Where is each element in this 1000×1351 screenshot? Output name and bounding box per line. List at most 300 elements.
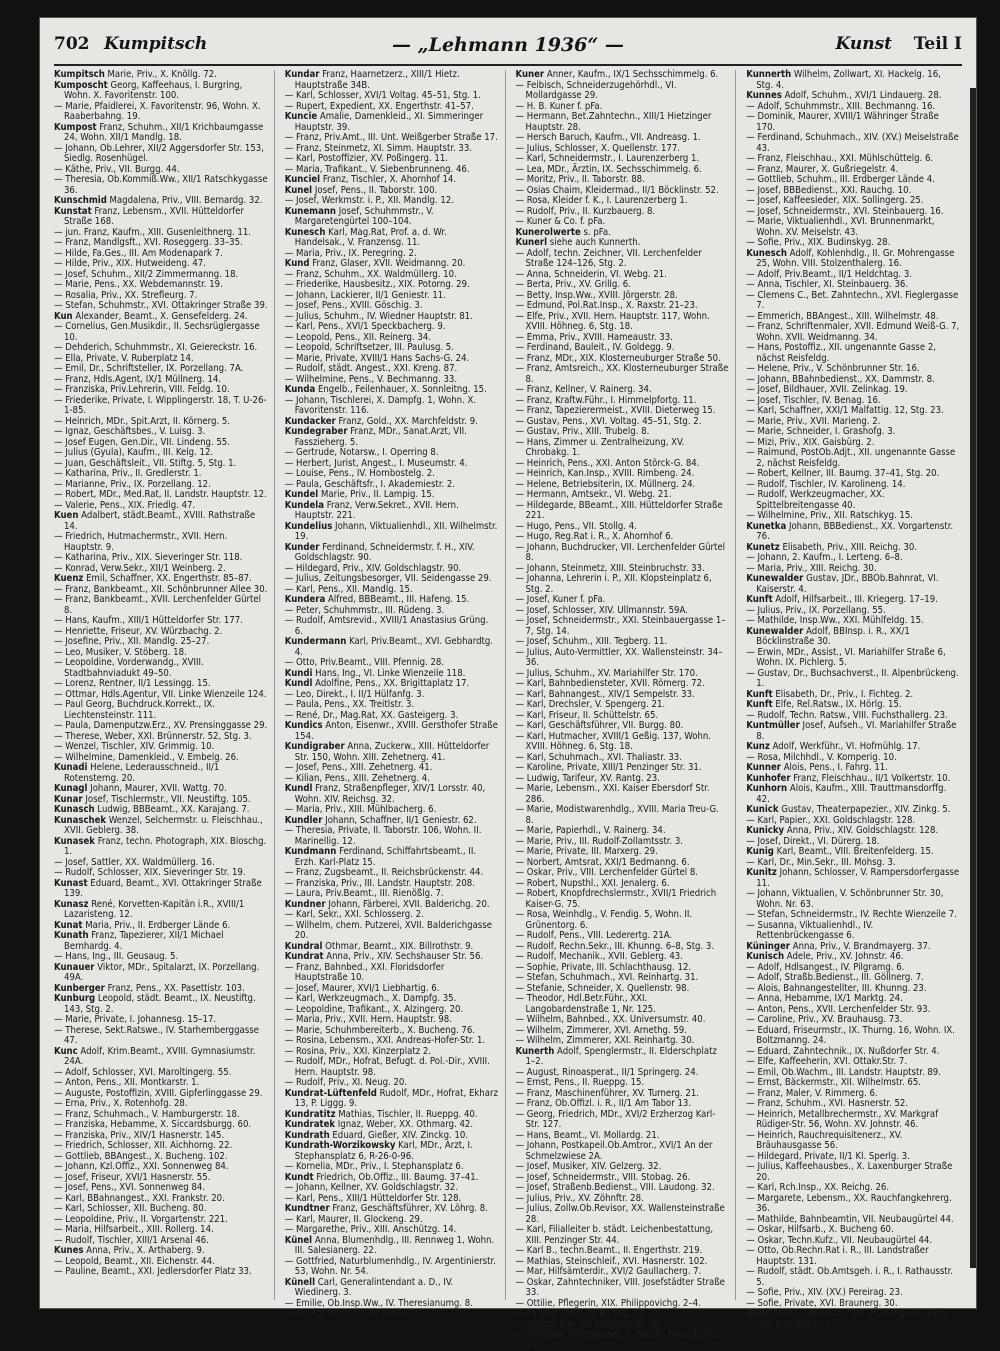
directory-entry xyxy=(285,1309,499,1320)
entry-details: Franz, Straßenpfleger, XIV/1 Lorsstr. 40, Wohn. XIV. Reichsg. 32. xyxy=(294,783,486,805)
entry-details: — Julius, Schlosser, X. Quellenstr. 177. xyxy=(515,142,681,154)
entry-details: — Eduard, Zahntechnik., IX. Nußdorfer Str. 4. xyxy=(746,1045,940,1057)
entry-details: Rudolf, MDr., Hofrat, Ekharz 13, P. Liggg. 9. xyxy=(294,1087,498,1109)
entry-details: — Edmund, Pol.Rat.Insp., X. Raxstr. 21–23. xyxy=(515,300,698,311)
entry-details: — Johann, Postkapeil.Ob.Amtror., XVI/1 An der Schmelzwiese 2A. xyxy=(515,1140,713,1162)
directory-entry xyxy=(285,1257,499,1278)
entry-details: — Karl, BBahnangest., XXI. Frankstr. 20. xyxy=(54,1192,225,1204)
entry-details: Georg, Kaffeehaus, I. Burgring, Wohn. X. Favoritenstr. 100. xyxy=(64,79,243,101)
entry-details: — Hermann, Amtsekr., VI. Webg. 21. xyxy=(515,489,672,500)
entry-details: — Hilde, Fa.Ges., III. Am Modenapark 7. xyxy=(54,247,223,259)
entry-surname: Kund xyxy=(284,258,310,269)
entry-details: — Clemens C., Bet. Zahntechn., XVI. Fieglergasse 7. xyxy=(746,289,959,311)
entry-details: — Kilian, Pens., XIII. Zehetnerg. 4. xyxy=(284,772,430,784)
entry-details: — Heinrich, Pens., XXI. Anton Störck-G. 84. xyxy=(515,457,700,469)
entry-details: Wilhelm, Zollwart, XI. Hackelg. 16, Stg. 4. xyxy=(756,69,941,91)
entry-details: — Franz, Kellner, V. Rainerg. 34. xyxy=(515,384,652,395)
entry-details: — Otto, Ob.Rechn.Rat i. R., III. Landstraßer Hauptstr. 131. xyxy=(746,1245,929,1267)
entry-details: — Ella, Private, V. Ruberplatz 14. xyxy=(54,352,194,364)
entry-details: Johann, Maurer, XVII. Wattg. 70. xyxy=(90,783,227,794)
directory-entry xyxy=(746,784,960,805)
entry-details: — Josef, Bildhauer, XVII. Zelinkag. 19. xyxy=(746,384,908,395)
directory-entry xyxy=(54,144,268,165)
entry-details: Adolf, Krim.Beamt., XVIII. Gymnasiumstr. 24A. xyxy=(64,1045,256,1067)
entry-details: — Karl, Schlosser, XII. Bucheng. 80. xyxy=(54,1203,207,1214)
directory-entry xyxy=(285,742,499,763)
entry-details: — Stefan, Schuhmstr., XVI. Ottakringer Straße 39. xyxy=(54,300,268,311)
entry-details: — Friedrich, Schlosser, XII. Aichhorng. 22. xyxy=(54,1140,233,1151)
entry-details: — Franz, Maschinenführer, XV. Turnerg. 21. xyxy=(515,1087,699,1099)
entry-details: Adolf, Kohlenhdlg., II. Gr. Mohrengasse 25, Wohn. VIII. Stolzenthalerg. 16. xyxy=(756,247,955,269)
directory-entry xyxy=(285,826,499,847)
directory-entry xyxy=(516,784,730,805)
directory-entry xyxy=(285,427,499,448)
entry-surname: Kunast xyxy=(54,877,88,889)
entry-surname: Kunel xyxy=(284,184,313,196)
entry-details: — Erwin, MDr., Assist., VI. Mariahilfer Straße 6, Wohn. IX. Pichlerg. 5. xyxy=(746,646,946,668)
entry-details: — Margarete, Lebensm., XX. Rauchfangkehrerg. 36. xyxy=(746,1192,952,1214)
entry-surname: Kunewalder xyxy=(746,625,804,637)
entry-details: Franz, Verw.Sekret., XVII. Hern. Hauptstr. 221. xyxy=(294,499,459,521)
entry-details: — Hildegard, Private, II/1 Kl. Sperlg. 3. xyxy=(746,1150,910,1162)
entry-details: — Karl, Pens., XII. Mandlg. 15. xyxy=(284,583,413,595)
entry-details: — Paula, Damenputzw.Erz., XV. Prensinggasse 29. xyxy=(54,720,268,731)
directory-entry xyxy=(516,501,730,522)
entry-surname: Kundar xyxy=(284,69,320,80)
entry-details: — Karl, Maurer, II. Glockeng. 29. xyxy=(284,1213,423,1225)
directory-entry xyxy=(54,396,268,417)
entry-details: — Rosina, Lebensm., XXI. Andreas-Hofer-Str. 1. xyxy=(284,1035,486,1046)
entry-details: — Leopoldine, Priv., II. Vorgartenstr. 221. xyxy=(54,1213,228,1225)
entry-details: — Auguste, Postoffizin, XVIII. Gipferlinggasse 29. xyxy=(54,1087,263,1099)
entry-details: — Oskar, Zahntechniker, VIII. Josefstädter Straße 33. xyxy=(515,1276,725,1298)
entry-details: Marie, Lebensm., XVI. Hutteng. 47, Wohn. XVI. Enenkelstr. 5. xyxy=(756,1308,954,1330)
header-part: Teil I xyxy=(913,34,962,54)
entry-details: — Maria, Priv., IX. Peregring. 2. xyxy=(284,247,417,259)
entry-surname: Kuntmüller xyxy=(746,720,800,731)
directory-entry xyxy=(516,732,730,753)
entry-surname: Kundrat xyxy=(284,951,324,962)
entry-details: — Lea, MDr., Ärztin, IX. Sechsschimmelg. 6. xyxy=(515,163,702,175)
entry-details: — Adolf, Straßb.Bedienst., III. Göllnerg. 7. xyxy=(746,972,924,983)
directory-entry xyxy=(54,1047,268,1068)
entry-details: — Anna, Schneiderin, VI. Webg. 21. xyxy=(515,268,667,280)
column-3 xyxy=(515,69,737,1351)
entry-details: — Betty, Insp.Ww., XVIII. Jörgerstr. 28. xyxy=(515,289,678,301)
entry-surname: Kunesch xyxy=(284,226,326,238)
entry-details: — Gottfried, Naturblumenhdlg., IV. Argentinierstr. 53, Wohn. Nr. 54. xyxy=(284,1255,496,1277)
entry-details: — Emilie, Ob.Insp.Ww., IV. Theresianumg. 8. xyxy=(284,1297,473,1309)
entry-surname: Kundela xyxy=(284,499,324,511)
directory-entry xyxy=(54,322,268,343)
entry-surname: Kunasek xyxy=(54,835,95,847)
directory-entry xyxy=(746,217,960,238)
entry-details: — Karl, Friseur, II. Schüttelstr. 65. xyxy=(515,709,659,721)
entry-details: — Julius, Priv., IX. Porzellang. 55. xyxy=(746,604,886,616)
entry-details: — Emil, Dr., Schriftsteller, IX. Porzellang. 7A. xyxy=(54,363,244,374)
entry-details: — Karl, Drechsler, V. Spengerg. 21. xyxy=(515,699,666,710)
entry-details: — Karl, Schlosser, XVI/1 Voltag. 45–51, Stg. 1. xyxy=(284,90,481,101)
entry-details: — Franz, Kraftw.Führ., I. Himmelpfortg. 11. xyxy=(515,394,697,406)
directory-entry xyxy=(285,228,499,249)
entry-details: — Kuner & Co. f. pFa. xyxy=(515,216,606,227)
entry-details: — Karl, Werkzeugmach., X. Dampfg. 35. xyxy=(284,993,457,1004)
entry-details: — Friederike, Hausbesitz., XIX. Potorng. 29. xyxy=(284,279,470,290)
directory-entry xyxy=(54,175,268,196)
entry-details: — Karl, Geschäftsführer, VII. Burgg. 80. xyxy=(515,720,684,731)
entry-details: — Rudolf, Priv., XI. Neug. 20. xyxy=(284,1077,408,1088)
entry-details: — Josef, Werkmstr. i. P., XII. Mandlg. 12. xyxy=(284,195,454,206)
entry-details: Adolfine, Pens., XX. Brigittaplatz 17. xyxy=(315,678,470,689)
page-header xyxy=(54,32,962,62)
entry-surname: Kundler xyxy=(284,814,323,826)
directory-entry xyxy=(746,868,960,889)
entry-surname: Kundrath xyxy=(284,1129,330,1141)
entry-details: Alexander, Beamt., X. Gensefelderg. 24. xyxy=(75,310,248,322)
entry-surname: Kundrath-Worzikowsky xyxy=(284,1140,396,1151)
entry-details: — Susanna, Viktualienhdl., IV. Rettenbrückengasse 6. xyxy=(746,919,874,941)
entry-details: Helene, Lederausschneid., II/1 Rotensterng. 20. xyxy=(64,762,220,784)
entry-details: — Julius, Kaffeehausbes., X. Laxenburger Straße 20. xyxy=(746,1161,953,1183)
entry-details: — René, Dr., Mag.Rat, XX. Gasteigerg. 3. xyxy=(284,709,459,721)
entry-details: — Mar, Hilfsämterdir., XVI/2 Gaullacherg. 7. xyxy=(515,1266,702,1277)
entry-details: — Marie, Viktualienhdl., XVI. Brunnenmarkt, Wohn. XV. Meiselstr. 43. xyxy=(746,216,935,238)
entry-details: — Franz, Schuhm., XVI. Hasnerstr. 52. xyxy=(746,1098,909,1109)
entry-details: Anner, Kaufm., IX/1 Sechsschimmelg. 6. xyxy=(546,69,719,80)
directory-entry xyxy=(516,81,730,102)
column-2 xyxy=(284,69,506,1319)
entry-surname: Kundrat-Lüftenfeld xyxy=(284,1087,377,1099)
entry-surname: Kundmann xyxy=(284,846,337,857)
page-number: 702 xyxy=(54,34,90,54)
entry-details: — Rudolf, MDr., Hofrat, Befugt. d. Pol.-Dir., XVIII. Hern. Hauptstr. 98. xyxy=(284,1056,490,1078)
entry-details: — Therese, Sekt.Ratswe., IV. Starhemberggasse 47. xyxy=(54,1024,259,1046)
entry-details: — Franz, Bankbeamt., XVII. Lerchenfelder Gürtel 8. xyxy=(54,594,261,616)
entry-surname: Kun xyxy=(54,310,73,322)
entry-details: — Dehderich, Schuhmmstr., XI. Geiereckstr. 16. xyxy=(54,342,258,353)
entry-details: — Franz, Maurer, X. Gußriegelstr. 4. xyxy=(746,163,899,175)
entry-details: Karl, Priv.Beamt., XVI. Gebhardtg. 4. xyxy=(294,636,494,658)
entry-details: Franz, Geschäftsführer, XV. Löhrg. 8. xyxy=(332,1203,488,1214)
entry-details: Franz, Pens., XX. Pasettistr. 103. xyxy=(107,982,245,994)
entry-details: — Sophie, Private, III. Schlachthausg. 12. xyxy=(515,961,692,973)
entry-surname: Kunner xyxy=(746,762,781,773)
entry-surname: Kundelius xyxy=(284,520,333,532)
directory-entry xyxy=(54,532,268,553)
directory-entry xyxy=(516,364,730,385)
entry-surname: Kunat xyxy=(54,919,83,931)
entry-details: — Johann, Kzl.Offiz., XXI. Sonnenweg 84. xyxy=(54,1161,229,1172)
entry-surname: Kunburg xyxy=(54,993,96,1004)
entry-details: Adalbert, städt.Beamt., XVIII. Rathstraße 14. xyxy=(64,510,256,532)
entry-details: Ferdinand, Schiffahrtsbeamt., II. Erzh. Karl-Platz 15. xyxy=(294,846,477,868)
entry-surname: Kuner xyxy=(515,69,545,80)
entry-details: — Franz, MDr., XIX. Klosterneuburger Straße 50. xyxy=(515,352,721,364)
entry-details: — Berta, Priv., XV. Grillg. 6. xyxy=(515,279,631,290)
header-title: — „Lehmann 1936“ — xyxy=(392,34,624,56)
entry-details: — Marie, Private, III. Marxerg. 29. xyxy=(515,846,658,857)
entry-details: — Josef, Sattler, XX. Waldmüllerg. 16. xyxy=(54,856,215,868)
entry-details: — Alois, Bahnangestellter, III. Khunng. 23. xyxy=(746,982,927,994)
entry-details: — Leopold, Pens., XII. Reinerg. 34. xyxy=(284,331,431,343)
entry-details: — Emil, Ob.Wachm., III. Landstr. Hauptstr. 89. xyxy=(746,1066,941,1078)
entry-details: — Georg, Friedrich, MDr., XVI/2 Erzherzog Karl-Str. 127. xyxy=(515,1108,716,1130)
entry-details: — Moritz, Priv., II. Taborstr. 88. xyxy=(515,174,645,185)
directory-entry xyxy=(746,249,960,270)
entry-details: — Franz, Priv.Amt., III. Unt. Weißgerber Straße 17. xyxy=(284,132,498,143)
entry-details: — Adolf, Priv.Beamt., II/1 Heldchtag. 3. xyxy=(746,268,913,280)
entry-details: Wenzel, Selchermstr. u. Fleischhau., XVII. Geblerg. 38. xyxy=(64,814,263,836)
entry-details: — Franz, Hdls.Agent, IX/1 Müllnerg. 14. xyxy=(54,373,222,385)
directory-entry xyxy=(746,1110,960,1131)
entry-details: — Emmerich, BBAngest., XIII. Wilhelmstr. 48. xyxy=(746,310,939,322)
entry-details: — Gertrude, Notarsw., I. Operring 8. xyxy=(284,447,439,458)
column-1 xyxy=(54,70,275,1300)
entry-details: Adele, Priv., XV. Johnstr. 46. xyxy=(786,951,904,962)
entry-details: Friedrich, Ob.Offiz., III. Baumg. 37–41. xyxy=(316,1171,479,1183)
entry-details: — Karl, Rch.Insp., XX. Reichg. 26. xyxy=(746,1182,890,1193)
entry-surname: Kundacker xyxy=(284,415,336,427)
entry-surname: Kunft xyxy=(746,594,773,605)
entry-details: Alois, Kaufm., XIII. Trauttmansdorffg. 42. xyxy=(756,783,947,805)
entry-details: — Marie, Priv., XVII. Marieng. 2. xyxy=(746,415,881,427)
entry-details: — Karl, Filialleiter b. städt. Leichenbestattung, XIII. Penzinger Str. 44. xyxy=(515,1224,714,1246)
entry-details: — Anna, Hebamme, IX/1 Marktg. 24. xyxy=(746,993,903,1004)
directory-entry xyxy=(54,900,268,921)
entry-details: Maria, Priv., II. Erdberger Lände 6. xyxy=(85,919,231,931)
entry-details: — Hans, Zimmer u. Zentralheizung, XV. Chrobakg. 1. xyxy=(515,436,685,458)
entry-details: Gustav, Theaterpapezier., XIV. Zinkg. 5. xyxy=(781,804,951,815)
entry-details: — Rudolf, Tischler, XIII/1 Arsenal 46. xyxy=(54,1234,209,1246)
entry-details: Anna, Zuckerw., XIII. Hütteldorfer Str. 150, Wohn. XIII. Zehetnerg. 41. xyxy=(294,741,490,763)
entry-details: — Josef, Pens., XVIII. Göschig. 3. xyxy=(284,300,423,311)
entry-surname: Kunz xyxy=(746,741,770,752)
entry-details: Marie, Priv., II. Lampig. 15. xyxy=(320,489,435,500)
entry-surname: Kunberger xyxy=(54,982,105,994)
directory-entry xyxy=(516,1225,730,1246)
directory-entry xyxy=(746,522,960,543)
entry-details: — Franz, Tapezierermeist., XVIII. Dieterweg 15. xyxy=(515,405,716,416)
entry-details: — Hans, Ing., III. Geusaug. 5. xyxy=(54,951,179,962)
directory-entry xyxy=(285,501,499,522)
entry-details: — Herbert, Jurist, Angest., I. Museumstr. 4. xyxy=(284,457,468,469)
entry-surname: Kuenz xyxy=(54,573,84,584)
entry-details: — Gottlieb, Schuhm., III. Erdberger Lände 4. xyxy=(746,174,935,185)
directory-entry xyxy=(285,1278,499,1299)
entry-details: — Josef, Direkt., VI. Dürerg. 18. xyxy=(746,835,880,847)
entry-details: — Julius, Schuhm., IV. Wiedner Hauptstr. 81. xyxy=(284,310,473,322)
entry-details: — jun. Franz, Kaufm., XIII. Gusenleithnerg. 11. xyxy=(54,226,252,238)
entry-details: — Josef, Musiker, XIV. Gelzerg. 32. xyxy=(515,1161,662,1172)
entry-details: — Stefanie, Schneider, X. Quellenstr. 98. xyxy=(515,982,690,994)
directory-entry xyxy=(54,837,268,858)
entry-details: Franz, Glaser, XVII. Weidmanng. 20. xyxy=(312,258,466,269)
entry-details: — Johann, Tischlerei, X. Dampfg. 1, Wohn. X. Favoritenstr. 116. xyxy=(284,394,477,416)
entry-details: Alfred, BBBeamt., III. Hafeng. 15. xyxy=(328,594,470,605)
entry-surname: Kundel xyxy=(284,489,319,500)
entry-details: — Karl, Hutmacher, XVIII/1 Geßig. 137, Wohn. XVIII. Höhneg. 6, Stg. 18. xyxy=(515,730,712,752)
entry-details: — Adolf, Schuhmmstr., XIII. Bechmanng. 16. xyxy=(746,100,936,112)
entry-surname: Kunig xyxy=(746,846,774,857)
directory-entry xyxy=(54,1026,268,1047)
entry-details: — Raimund, PostOb.Adjt., XII. ungenannte Gasse 2, nächst Reisfeldg. xyxy=(746,447,956,469)
entry-details: — Maria, Hilfsarbeit., XIII. Rollerg. 14. xyxy=(54,1224,214,1235)
entry-details: Carl, Generalintendant a. D., IV. Wiedinerg. 3. xyxy=(294,1276,454,1298)
entry-details: — Stefan, Schuhmach., XVI. Reinhartg. 31. xyxy=(515,972,699,983)
entry-details: — Karl B., techn.Beamt., II. Engerthstr. 219. xyxy=(515,1245,703,1256)
entry-details: — Rupert, Expedient, XX. Engerthstr. 41–57. xyxy=(284,100,474,112)
directory-entry xyxy=(285,1141,499,1162)
entry-surname: Kunft xyxy=(746,688,773,700)
entry-details: Marie, Priv., X. Knöllg. 72. xyxy=(107,69,217,80)
entry-details: — Leopoldine, Vorderwandg., XVIII. Stadtbahnviadukt 49–50. xyxy=(54,657,204,679)
entry-details: — Franz, Maler, V. Rimmerg. 6. xyxy=(746,1087,878,1099)
entry-details: — Margarethe, Priv., XIII. Anschützg. 14. xyxy=(284,1224,457,1235)
entry-details: — Franz, Mandlgsft., XVI. Roseggerg. 33–35. xyxy=(54,237,243,248)
entry-surname: Kundics xyxy=(284,720,323,731)
entry-details: — Marie, Pfaidlerei, X. Favoritenstr. 96, Wohn. X. Raaberbahng. 19. xyxy=(54,100,261,122)
entry-details: — Adolf, Schlosser, XVI. Maroltingerg. 55. xyxy=(54,1066,232,1078)
entry-details: — Josef, Pens., XVI. Sonnenweg 84. xyxy=(54,1182,206,1193)
entry-surname: Kunasz xyxy=(54,898,89,910)
entry-details: — Ignaz, Geschäftsbes., V. Luisg. 3. xyxy=(54,426,206,437)
entry-details: — Karl, Bahnangest., XIV/1 Sempelstr. 33. xyxy=(515,688,695,700)
entry-details: — Franz, Steinmetz, XI. Simm. Hauptstr. 33. xyxy=(284,142,472,154)
entry-details: — Josef, Kaffeesieder, XIX. Sollingerg. 25. xyxy=(746,195,924,206)
entry-details: — Josefine, Priv., XII. Mandlg. 25–27. xyxy=(54,636,210,647)
entry-surname: Kunadi xyxy=(54,762,88,773)
entry-details: Anna, Priv., X. Arthaberg. 9. xyxy=(86,1245,205,1256)
entry-details: Adolf, Schuhm., XVI/1 Lindauerg. 28. xyxy=(784,90,942,101)
directory-entry xyxy=(746,669,960,690)
entry-details: — Anna, Tischler, XI. Steinbauerg. 36. xyxy=(746,279,909,290)
directory-entry xyxy=(746,574,960,595)
entry-details: — Wilhelm, Bahnbed., XX. Universumstr. 40. xyxy=(515,1014,706,1025)
entry-details: — Karl, Schuhmach., XVI. Thaliastr. 33. xyxy=(515,751,682,763)
entry-details: — Franziska, Priv., XIV/1 Hasnerstr. 145. xyxy=(54,1129,225,1141)
entry-details: — Friederike, Private, I. Wipplingerstr. 18, T. U-26-1-85. xyxy=(54,394,267,416)
entry-details: Gustav, JDr., BBOb.Bahnrat, VI. Kaiserstr. 4. xyxy=(756,573,939,595)
entry-surname: Kunath xyxy=(54,930,89,941)
entry-details: — Julius, Zollw.Ob.Revisor, XX. Wallensteinstraße 28. xyxy=(515,1203,725,1225)
entry-surname: Kunes xyxy=(54,1245,84,1256)
entry-details: — Rosina, Priv., XXI. Kinzerplatz 2. xyxy=(284,1045,432,1057)
directory-entry xyxy=(746,133,960,154)
header-divider xyxy=(54,64,962,66)
entry-details: Franz, Tapezierer, XII/1 Michael Bernhardg. 4. xyxy=(64,930,224,952)
entry-surname: Küninger xyxy=(746,940,791,952)
entry-details: Elisabeth, Priv., XIII. Reichg. 30. xyxy=(782,541,918,553)
directory-entry xyxy=(516,889,730,910)
directory-entry xyxy=(516,805,730,826)
directory-entry xyxy=(516,574,730,595)
entry-details: — Rosalia, Priv., XX. Strefleurg. 7. xyxy=(54,289,198,301)
entry-details: — Caroline, Priv., XV. Brauhausg. 73. xyxy=(746,1014,903,1025)
entry-details: — Mathilde, Insp.Ww., XXI. Mühlfeldg. 15. xyxy=(746,615,924,626)
entry-details: — Rosa, Milchhdl., V. Komperig. 10. xyxy=(746,751,897,763)
entry-details: — Oskar, Priv., VIII. Lerchenfelder Gürtel 8. xyxy=(515,867,698,878)
entry-details: — Friedrich, Hutmachermstr., XVII. Hern. Hauptstr. 9. xyxy=(54,531,228,553)
entry-details: — Hugo, Reg.Rat i. R., X. Ahornhof 6. xyxy=(515,531,674,542)
directory-entry xyxy=(54,931,268,952)
entry-details: — Franziska, Priv., III. Landstr. Hauptstr. 208. xyxy=(284,877,475,889)
entry-surname: Kunder xyxy=(284,541,320,553)
directory-entry xyxy=(285,921,499,942)
entry-details: Franz, Tischler, X. Ahornhof 14. xyxy=(322,174,457,185)
directory-entry xyxy=(746,322,960,343)
entry-surname: Kuncie xyxy=(284,111,318,122)
entry-details: — Hildegarde, BBeamt., XIII. Hütteldorfer Straße 221. xyxy=(515,499,723,521)
entry-surname: Kunar xyxy=(54,793,83,805)
directory-entry xyxy=(285,721,499,742)
directory-entry xyxy=(746,490,960,511)
entry-details: — Elfe, Priv., XVII. Hern. Hauptstr. 117, Wohn. XVIII. Höhneg. 6, Stg. 18. xyxy=(515,310,710,332)
directory-entry xyxy=(516,112,730,133)
directory-entry xyxy=(746,921,960,942)
directory-entry xyxy=(285,637,499,658)
directory-entry xyxy=(516,312,730,333)
directory-entry xyxy=(746,1267,960,1288)
entry-details: — Feibisch, Schneiderzugehörhdl., VI. Mollardgasse 29. xyxy=(515,79,677,101)
entry-surname: Kundtner xyxy=(284,1203,330,1214)
entry-details: Johann, Schlosser, V. Rampersdorfergasse 11. xyxy=(756,867,960,889)
directory-entry xyxy=(285,207,499,228)
entry-details: Viktor, MDr., Spitalarzt, IX. Porzellang. 49A. xyxy=(64,961,260,983)
entry-details: — Heinrich, Rauchrequisitenerz., XV. Bräuhausgasse 56. xyxy=(746,1129,903,1151)
entry-details: — Konrad, Verw.Sekr., XII/1 Weinberg. 2. xyxy=(54,562,226,574)
entry-details: Anton, Eisenwr., XVIII. Gersthofer Straße 154. xyxy=(294,720,498,742)
entry-surname: Kunciel xyxy=(284,174,321,185)
entry-details: — Pauline, Priv., III. Barthg. 10. xyxy=(515,1308,648,1319)
entry-details: — Josef, Schneidermstr., XVI. Steinbauerg. 16. xyxy=(746,205,944,217)
entry-details: — Erna, Priv., X. Rotenhofg. 28. xyxy=(54,1098,188,1109)
entry-details: — Karl, Schneidermstr., I. Laurenzerberg 1. xyxy=(515,153,700,164)
directory-entry xyxy=(285,1057,499,1078)
entry-details: — Maria, Priv., XVII. Hern. Hauptstr. 98. xyxy=(284,1014,452,1025)
entry-details: — Johanna, Lehrerin i. P., XII. Klopsteinplatz 6, Stg. 2. xyxy=(515,573,712,595)
entry-details: — Johann, Buchdrucker, VII. Lerchenfelder Gürtel 8. xyxy=(515,541,726,563)
entry-details: — Rosa, Weinhdlg., V. Fendig. 5, Wohn. II. Grünentorg. 6. xyxy=(515,909,693,931)
entry-details: — Marie, Private, I. Johannesg. 15–17. xyxy=(54,1014,217,1025)
entry-surname: Kunda xyxy=(284,384,316,395)
entry-details: — Wilhelmine, Priv., XII. Ratschkyg. 15. xyxy=(746,510,914,521)
entry-surname: Kunstat xyxy=(54,205,92,217)
entry-details: — Hilde, Priv., XIX. Hutweideng. 47. xyxy=(54,258,206,269)
entry-surname: Kumpost xyxy=(54,121,97,133)
entry-details: — Robert, Kellner, III. Baumg. 37–41, Stg. 20. xyxy=(746,468,940,479)
directory-entry xyxy=(746,627,960,648)
entry-details: — Ferdinand, Schuhmach., XIV. (XV.) Meiselstraße 43. xyxy=(746,132,959,154)
directory-entry xyxy=(285,112,499,133)
entry-details: — August, Rinoasperat., II/1 Springerg. 24. xyxy=(515,1066,699,1078)
directory-entry xyxy=(516,1278,730,1299)
entry-details: Mathias, Tischler, II. Rueppg. 40. xyxy=(338,1108,478,1120)
directory-entry xyxy=(516,438,730,459)
entry-details: — Franz, Schriftenmaler, XVII. Edmund Weiß-G. 7, Wohn. XVII. Weidmanng. 34. xyxy=(746,321,960,343)
entry-details: — Gustav, Dr., Buchsachverst., II. Alpenbrückeng. 1. xyxy=(746,667,959,689)
entry-details: — Karl, Pens., XIII/1 Hütteldorfer Str. 128. xyxy=(284,1192,462,1204)
entry-details: — Rudolf, Mechanik., XVII. Geblerg. 43. xyxy=(515,951,683,962)
directory-entry xyxy=(54,102,268,123)
entry-details: — Franz, Zugsbeamt., II. Reichsbrückenstr. 44. xyxy=(284,867,484,878)
entry-details: — Johann, Kellner, XV. Goldschlagstr. 32. xyxy=(284,1182,459,1193)
entry-surname: Kunick xyxy=(746,804,779,815)
entry-details: — Gustav, Pens., XVI. Voltag. 45–51, Stg. 2. xyxy=(515,415,702,427)
entry-details: — Josef Eugen, Gen.Dir., VII. Lindeng. 55. xyxy=(54,436,230,448)
entry-details: — Karl, Dr., Min.Sekr., III. Mohsg. 3. xyxy=(746,856,896,868)
entry-details: — Julius, Auto-Vermittler, XX. Wallensteinstr. 34–36. xyxy=(515,646,723,668)
entry-details: Franz, Lebensm., XVII. Hütteldorfer Straße 168. xyxy=(64,205,244,227)
